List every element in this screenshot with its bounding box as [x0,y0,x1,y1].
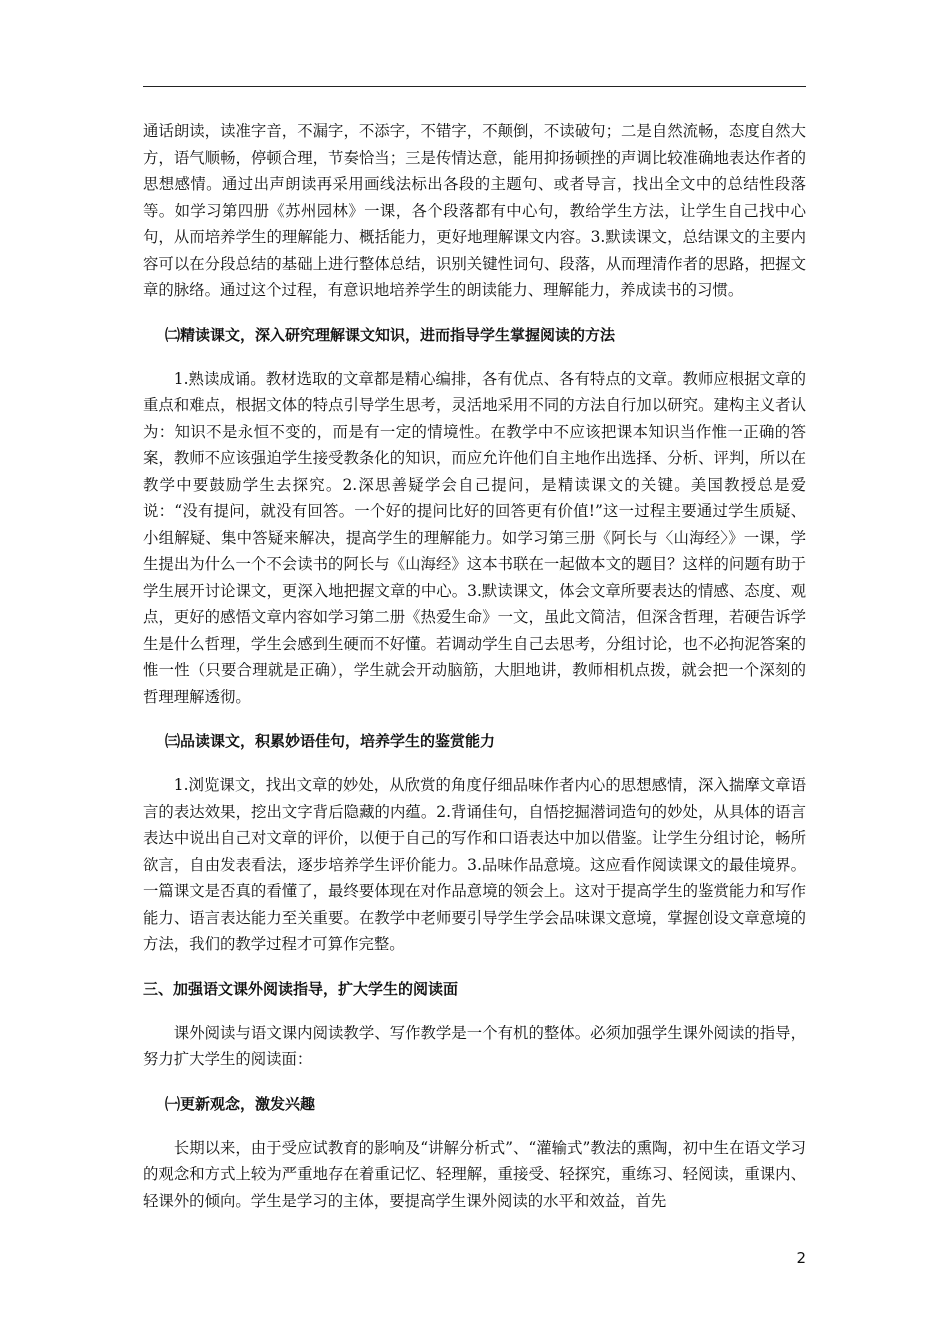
section-heading-update-concepts: ㈠更新观念，激发兴趣 [165,1094,316,1113]
section-heading-extracurricular: 三、加强语文课外阅读指导，扩大学生的阅读面 [143,979,459,998]
paragraph-extracurricular: 课外阅读与语文课内阅读教学、写作教学是一个有机的整体。必须加强学生课外阅读的指导，努力扩大学生的阅读面： [143,1023,806,1068]
document-body [143,118,806,1214]
section-heading-intensive-reading: ㈡精读课文，深入研究理解课文知识，进而指导学生掌握阅读的方法 [165,325,616,344]
header-rule [143,86,806,87]
paragraph-update-concepts: 长期以来，由于受应试教育的影响及“讲解分析式”、“灌输式”教法的熏陶，初中生在语文学习的观念和方式上较为严重地存在着重记忆、轻理解，重接受、轻探究，重练习、轻阅读，重课内、轻课外的倾向。学生是学习的主体，要提高学生课外阅读的水平和效益，首先 [143,1138,806,1210]
paragraph-continuation: 通话朗读，读准字音，不漏字，不添字，不错字，不颠倒，不读破句；二是自然流畅，态度自然大方，语气顺畅，停顿合理，节奏恰当；三是传情达意，能用抑扬顿挫的声调比较准确地表达作者的思想感情。通过出声朗读再采用画线法标出各段的主题句、或者导言，找出全文中的总结性段落等。如学习第四册《苏州园林》一课，各个段落都有中心句，教给学生方法，让学生自己找中心句，从而培养学生的理解能力、概括能力，更好地理解课文内容。3.默读课文，总结课文的主要内容可以在分段总结的基础上进行整体总结，识别关键性词句、段落，从而理清作者的思路，把握文章的脉络。通过这个过程，有意识地培养学生的朗读能力、理解能力，养成读书的习惯。 [143,122,806,299]
page-number: 2 [796,1249,806,1267]
section-heading-appreciation: ㈢品读课文，积累妙语佳句，培养学生的鉴赏能力 [165,732,496,750]
paragraph-appreciation: 1.浏览课文，找出文章的妙处，从欣赏的角度仔细品味作者内心的思想感情，深入揣摩文章语言的表达效果，挖出文字背后隐藏的内蕴。2.背诵佳句，自悟挖掘潜词造句的妙处，从具体的语言表达中说出自己对文章的评价，以便于自己的写作和口语表达中加以借鉴。让学生分组讨论，畅所欲言，自由发表看法，逐步培养学生评价能力。3.品味作品意境。这应看作阅读课文的最佳境界。一篇课文是否真的看懂了，最终要体现在对作品意境的领会上。这对于提高学生的鉴赏能力和写作能力、语言表达能力至关重要。在教学中老师要引导学生学会品味课文意境，掌握创设文章意境的方法，我们的教学过程才可算作完整。 [143,776,806,953]
paragraph-intensive-reading: 1.熟读成诵。教材选取的文章都是精心编排，各有优点、各有特点的文章。教师应根据文章的重点和难点，根据文体的特点引导学生思考，灵活地采用不同的方法自行加以研究。建构主义者认为：知识不是永恒不变的，而是有一定的情境性。在教学中不应该把课本知识当作惟一正确的答案，教师不应该强迫学生接受教条化的知识，而应允许他们自主地作出选择、分析、评判，所以在教学中要鼓励学生去探究。2.深思善疑学会自己提问，是精读课文的关键。美国教授总是爱说：“没有提问，就没有回答。一个好的提问比好的回答更有价值!”这一过程主要通过学生质疑、小组解疑、集中答疑来解决，提高学生的理解能力。如学习第三册《阿长与〈山海经〉》一课，学生提出为什么一个不会读书的阿长与《山海经》这本书联在一起做本文的题目？这样的问题有助于学生展开讨论课文，更深入地把握文章的中心。3.默读课文，体会文章所要表达的情感、态度、观点，更好的感悟文章内容如学习第二册《热爱生命》一文，虽此文简洁，但深含哲理，若硬告诉学生是什么哲理，学生会感到生硬而不好懂。若调动学生自己去思考，分组讨论，也不必拘泥答案的惟一性（只要合理就是正确），学生就会开动脑筋，大胆地讲，教师相机点拨，就会把一个深刻的哲理理解透彻。 [143,369,806,706]
